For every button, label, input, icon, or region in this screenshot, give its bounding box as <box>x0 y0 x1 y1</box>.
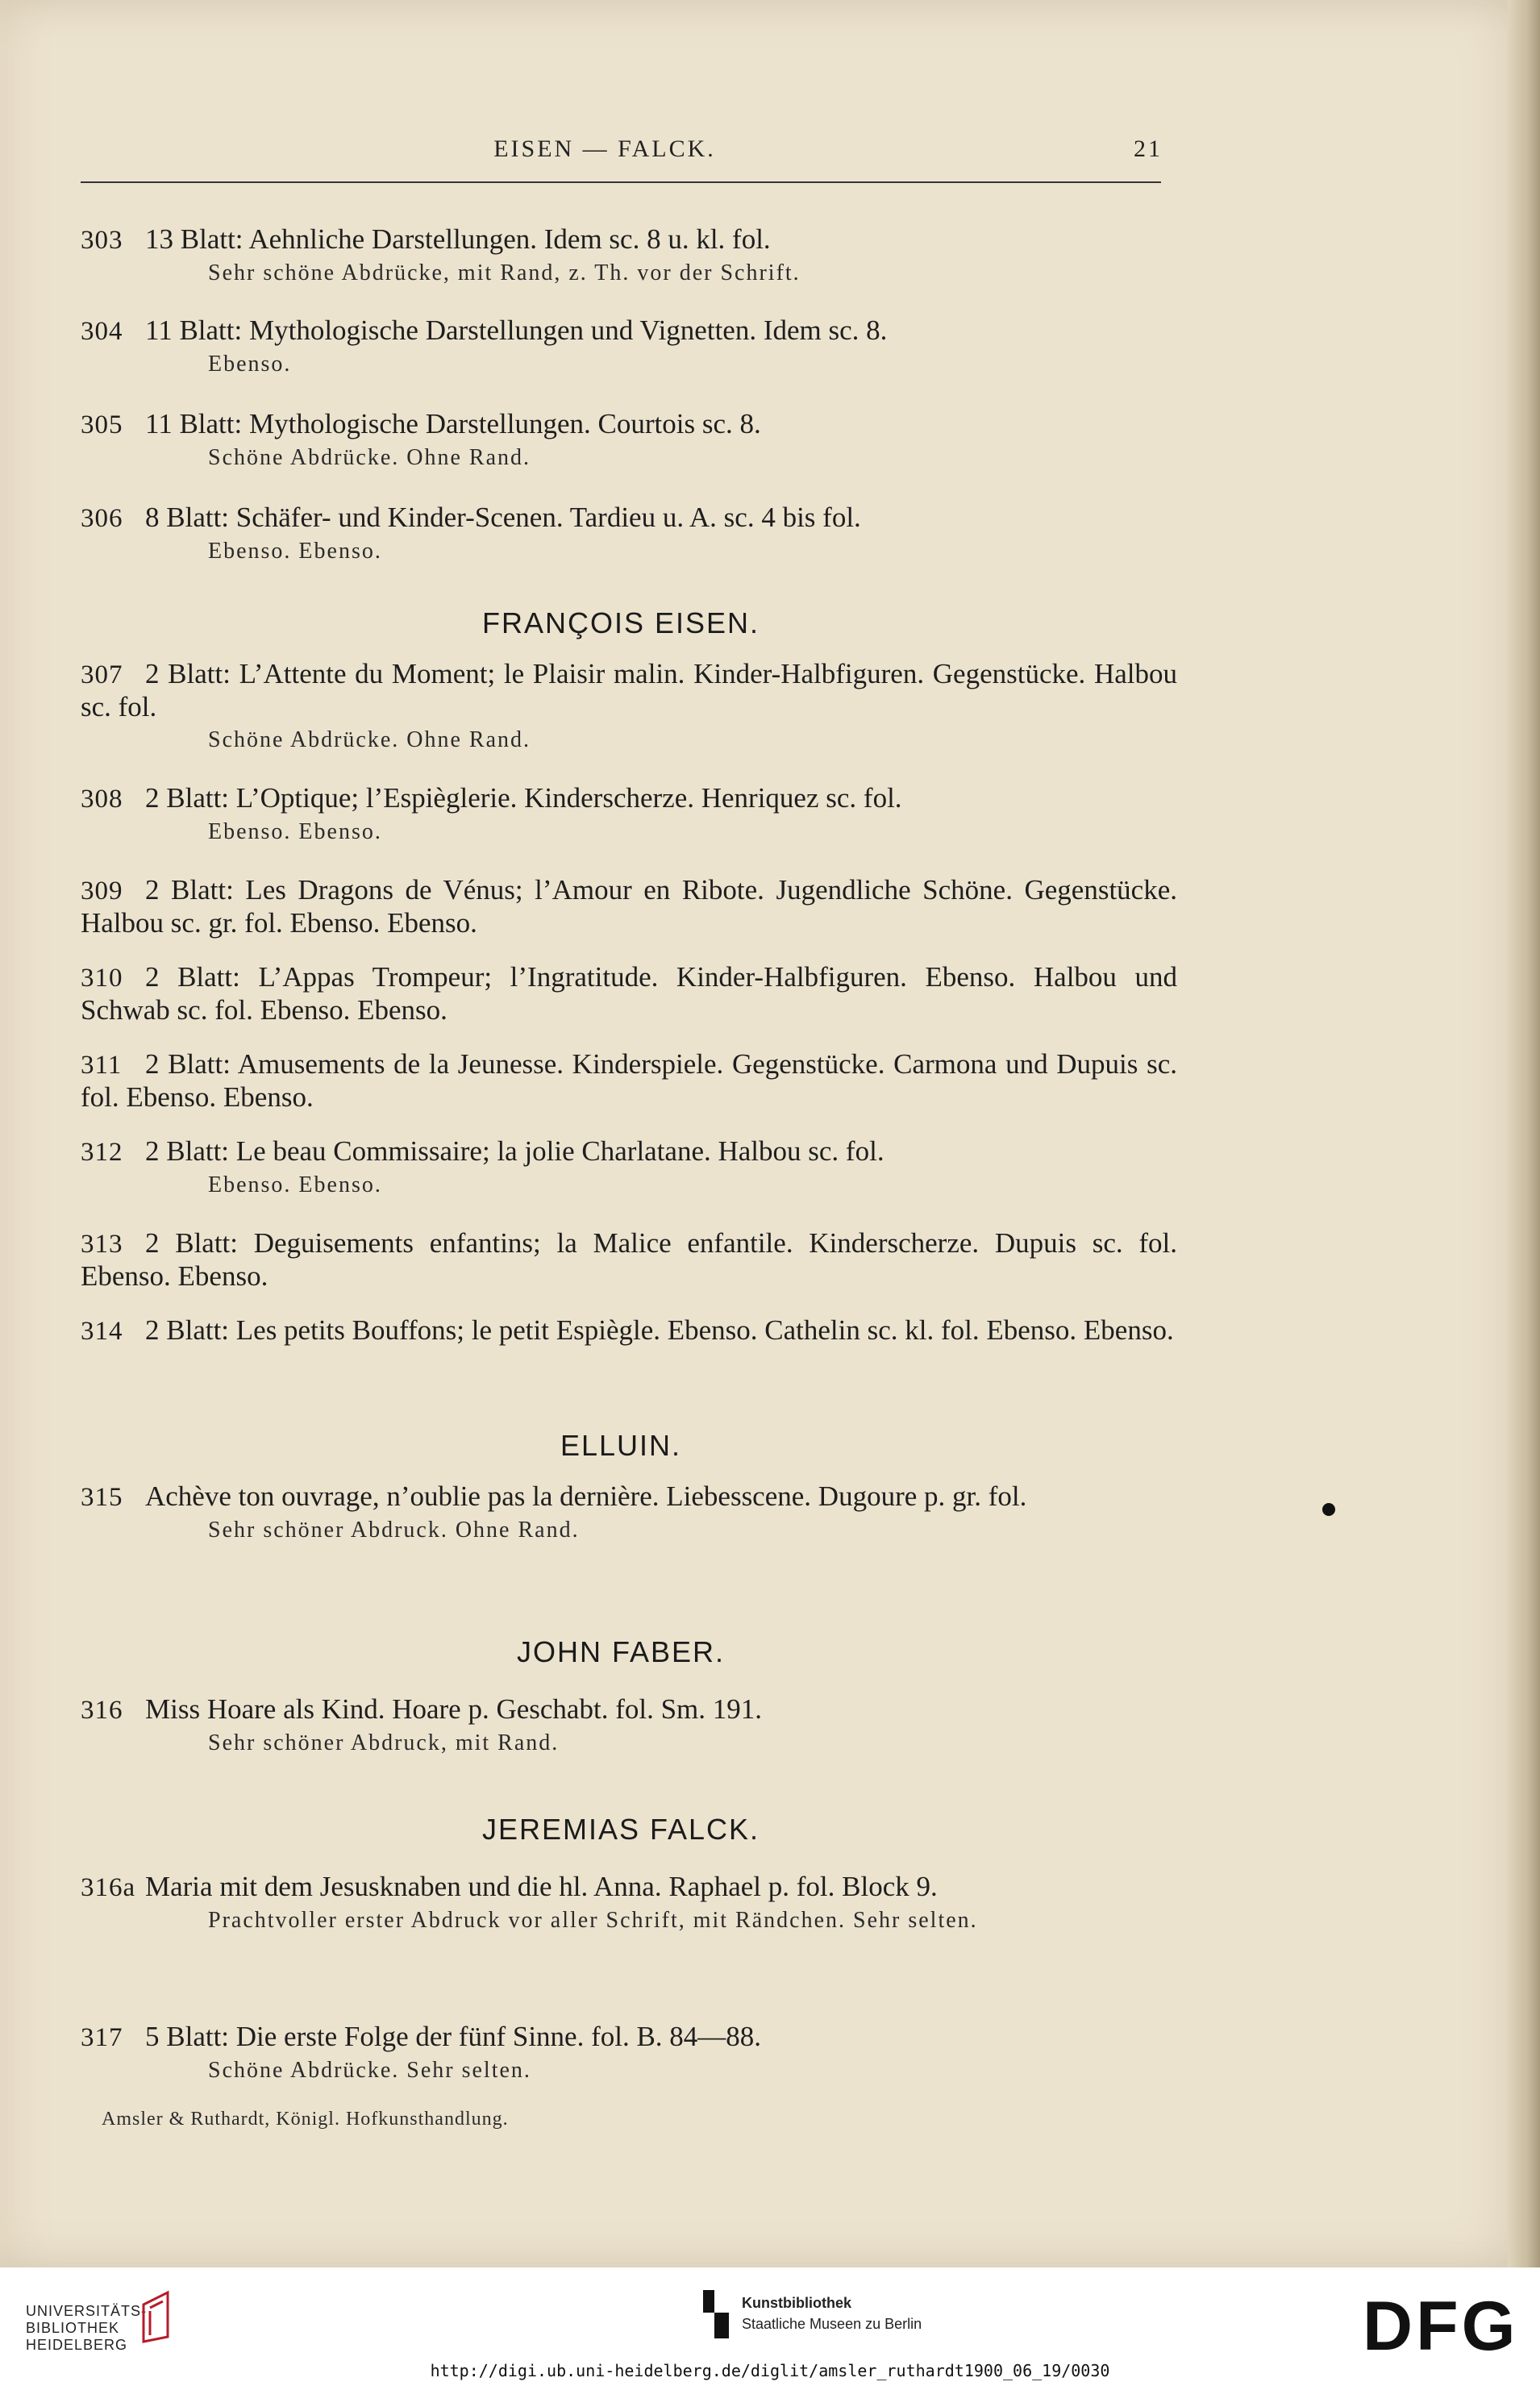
entry-number: 307 <box>81 660 123 689</box>
permalink-url[interactable]: http://digi.ub.uni-heidelberg.de/diglit/amsler_ruthardt1900_06_19/0030 <box>430 2361 1110 2380</box>
catalog-entry-308 <box>81 782 1177 847</box>
entry-text: 2 Blatt: Deguisements enfantins; la Malice enfantile. Kinderscherze. Dupuis sc. fol. Ebenso. Ebenso. <box>81 1227 1177 1292</box>
entry-text: 2 Blatt: Amusements de la Jeunesse. Kinderspiele. Gegenstücke. Carmona und Dupuis sc. fol. Ebenso. Ebenso. <box>81 1048 1177 1113</box>
page-number: 21 <box>1134 135 1163 162</box>
catalog-entry-304 <box>81 314 1177 379</box>
entry-text: 8 Blatt: Schäfer- und Kinder-Scenen. Tardieu u. A. sc. 4 bis fol. <box>145 502 861 533</box>
entry-number: 308 <box>81 785 123 814</box>
entry-number: 315 <box>81 1483 123 1512</box>
catalog-entry-309 <box>81 874 1177 939</box>
entry-number: 313 <box>81 1230 123 1259</box>
entry-text: Achève ton ouvrage, n’oublie pas la dernière. Liebesscene. Dugoure p. gr. fol. <box>145 1480 1027 1512</box>
catalog-entry-316a <box>81 1871 1177 1935</box>
entry-number: 311 <box>81 1051 123 1080</box>
entry-note: Schöne Abdrücke. Ohne Rand. <box>208 445 531 470</box>
entry-text: 13 Blatt: Aehnliche Darstellungen. Idem sc. 8 u. kl. fol. <box>145 223 771 255</box>
catalog-entry-313 <box>81 1227 1177 1293</box>
entry-text: 2 Blatt: Les Dragons de Vénus; l’Amour en Ribote. Jugendliche Schöne. Gegenstücke. Halbou sc. gr. fol. Ebenso. Ebenso. <box>81 874 1177 939</box>
entry-text: Maria mit dem Jesusknaben und die hl. Anna. Raphael p. fol. Block 9. <box>145 1871 938 1902</box>
catalog-entry-310 <box>81 961 1177 1026</box>
entry-text: 11 Blatt: Mythologische Darstellungen. Courtois sc. 8. <box>145 408 761 439</box>
section-heading-eisen: FRANÇOIS EISEN. <box>481 606 760 639</box>
entry-note: Schöne Abdrücke. Sehr selten. <box>208 2058 531 2083</box>
entry-number: 314 <box>81 1317 123 1346</box>
entry-number: 316 <box>81 1696 123 1725</box>
catalog-entry-303 <box>81 223 1177 288</box>
entry-number: 303 <box>81 226 123 255</box>
catalog-entry-307 <box>81 658 1177 755</box>
catalog-entry-314 <box>81 1314 1177 1347</box>
entry-number: 309 <box>81 877 123 906</box>
university-line-1: UNIVERSITÄTS- <box>26 2303 148 2319</box>
entry-text: 5 Blatt: Die erste Folge der fünf Sinne. fol. B. 84—88. <box>145 2021 762 2052</box>
catalog-entry-316 <box>81 1693 1177 1758</box>
printer-imprint: Amsler & Ruthardt, Königl. Hofkunsthandlung. <box>102 2109 509 2130</box>
entry-number: 305 <box>81 410 123 439</box>
entry-number: 316a <box>81 1873 136 1902</box>
kunstbibliothek-label <box>742 2292 922 2334</box>
section-heading-faber: JOHN FABER. <box>516 1635 726 1668</box>
entry-text: 2 Blatt: Le beau Commissaire; la jolie Charlatane. Halbou sc. fol. <box>145 1135 884 1167</box>
entry-text: Miss Hoare als Kind. Hoare p. Geschabt. fol. Sm. 191. <box>145 1693 763 1725</box>
catalog-entry-312 <box>81 1135 1177 1200</box>
entry-note: Ebenso. Ebenso. <box>208 539 382 564</box>
running-header-title: EISEN — FALCK. <box>493 135 716 162</box>
kb-title: Kunstbibliothek <box>742 2295 851 2311</box>
entry-note: Ebenso. Ebenso. <box>208 819 382 844</box>
entry-number: 317 <box>81 2023 123 2052</box>
entry-number: 306 <box>81 504 123 533</box>
entry-text: 11 Blatt: Mythologische Darstellungen und Vignetten. Idem sc. 8. <box>145 314 888 346</box>
section-heading-falck: JEREMIAS FALCK. <box>481 1813 760 1846</box>
catalog-entry-305 <box>81 408 1177 473</box>
entry-note: Prachtvoller erster Abdruck vor aller Schrift, mit Rändchen. Sehr selten. <box>208 1908 978 1933</box>
university-line-2: BIBLIOTHEK <box>26 2320 120 2336</box>
catalog-entry-315 <box>81 1480 1177 1545</box>
entry-text: 2 Blatt: Les petits Bouffons; le petit Espiègle. Ebenso. Cathelin sc. kl. fol. Ebenso. Ebenso. <box>145 1314 1174 1346</box>
entry-note: Sehr schöne Abdrücke, mit Rand, z. Th. vor der Schrift. <box>208 260 801 285</box>
kunstbibliothek-icon <box>703 2290 729 2338</box>
entry-text: 2 Blatt: L’Appas Trompeur; l’Ingratitude. Kinder-Halbfiguren. Ebenso. Halbou und Schwab sc. fol. Ebenso. Ebenso. <box>81 961 1177 1026</box>
catalog-entry-311 <box>81 1048 1177 1114</box>
entry-text: 2 Blatt: L’Optique; l’Espièglerie. Kinderscherze. Henriquez sc. fol. <box>145 782 902 814</box>
ink-spot <box>1322 1503 1335 1516</box>
entry-number: 304 <box>81 317 123 346</box>
university-library-icon <box>135 2288 184 2345</box>
entry-note: Sehr schöner Abdruck, mit Rand. <box>208 1730 560 1755</box>
university-library-logo-text <box>26 2303 147 2354</box>
catalog-entry-317 <box>81 2021 1177 2085</box>
catalog-entry-306 <box>81 502 1177 566</box>
page-edge <box>1508 0 1540 2267</box>
entry-note: Ebenso. Ebenso. <box>208 1172 382 1197</box>
entry-note: Sehr schöner Abdruck. Ohne Rand. <box>208 1518 580 1543</box>
entry-note: Ebenso. <box>208 352 292 377</box>
entry-note: Schöne Abdrücke. Ohne Rand. <box>208 727 531 752</box>
dfg-logo: DFG <box>1363 2288 1519 2365</box>
section-heading-elluin: ELLUIN. <box>560 1429 682 1462</box>
university-line-3: HEIDELBERG <box>26 2337 128 2353</box>
header-rule <box>81 181 1161 183</box>
kb-subtitle: Staatliche Museen zu Berlin <box>742 2316 922 2332</box>
entry-number: 312 <box>81 1138 123 1167</box>
entry-text: 2 Blatt: L’Attente du Moment; le Plaisir malin. Kinder-Halbfiguren. Gegenstücke. Halbou sc. fol. <box>81 658 1177 722</box>
entry-number: 310 <box>81 964 123 993</box>
